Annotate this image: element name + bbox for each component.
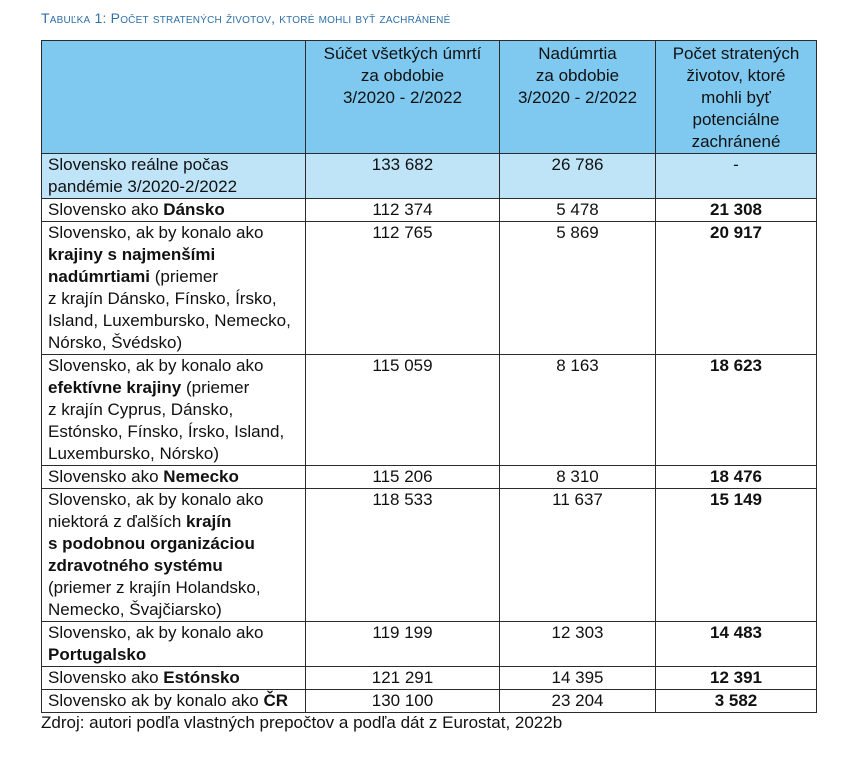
header-line: Súčet všetkých úmrtí (323, 44, 482, 63)
table-row (42, 355, 817, 466)
table-row (42, 622, 817, 667)
row-label-segment: Slovensko ako (48, 668, 164, 687)
header-cell-all-deaths (306, 41, 500, 154)
cell-excess: 8 310 (500, 466, 656, 489)
row-label-cell (42, 154, 306, 199)
header-cell-excess (500, 41, 656, 154)
header-line: Nadúmrtia (538, 44, 617, 63)
row-label-segment: niektorá z ďalších (48, 512, 187, 531)
cell-saved: 18 623 (656, 355, 817, 466)
header-line: Počet stratených (672, 44, 800, 63)
row-label-segment: Portugalsko (48, 645, 147, 664)
row-label-segment: krajiny s najmenšími (48, 245, 216, 264)
cell-all-deaths: 130 100 (306, 690, 500, 713)
cell-excess: 23 204 (500, 690, 656, 713)
row-label-cell (42, 355, 306, 466)
cell-saved: 18 476 (656, 466, 817, 489)
cell-excess: 8 163 (500, 355, 656, 466)
cell-saved: 15 149 (656, 489, 817, 622)
row-label-segment: Dánsko (163, 200, 225, 219)
header-line: za obdobie (360, 66, 445, 85)
cell-saved: - (656, 154, 817, 199)
cell-saved: 20 917 (656, 222, 817, 355)
row-label-segment: s podobnou organizáciou (48, 534, 255, 553)
header-line: mohli byť (701, 88, 771, 107)
table-row (42, 222, 817, 355)
row-label-segment: (priemer (181, 378, 250, 397)
cell-all-deaths: 118 533 (306, 489, 500, 622)
row-label-segment: pandémie 3/2020-2/2022 (48, 177, 238, 196)
row-label-cell (42, 199, 306, 222)
row-label-segment: Slovensko reálne počas (48, 155, 229, 174)
row-label-segment: Estónsko (163, 668, 240, 687)
row-label-segment: krajín (186, 512, 232, 531)
cell-excess: 5 478 (500, 199, 656, 222)
header-line: za obdobie (535, 66, 620, 85)
data-table (41, 40, 817, 713)
header-line: potenciálne (692, 110, 780, 129)
row-label-segment: Slovensko ak by konalo ako (48, 691, 264, 710)
row-label-segment: efektívne krajiny (48, 378, 182, 397)
cell-all-deaths: 121 291 (306, 667, 500, 690)
row-label-segment: Slovensko, ak by konalo ako (48, 223, 264, 242)
cell-all-deaths: 133 682 (306, 154, 500, 199)
row-label-segment: Slovensko, ak by konalo ako (48, 356, 264, 375)
row-label-segment: zdravotného systému (48, 556, 223, 575)
row-label-segment: Estónsko, Fínsko, Írsko, Island, (48, 422, 285, 441)
header-cell-label (42, 41, 306, 154)
row-label-segment: (priemer z krajín Holandsko, (48, 578, 261, 597)
header-line: 3/2020 - 2/2022 (342, 88, 463, 107)
table-row (42, 154, 817, 199)
table-row (42, 667, 817, 690)
cell-excess: 11 637 (500, 489, 656, 622)
row-label-segment: z krajín Dánsko, Fínsko, Írsko, (48, 289, 277, 308)
table-header (42, 41, 817, 154)
header-line: 3/2020 - 2/2022 (517, 88, 638, 107)
cell-all-deaths: 119 199 (306, 622, 500, 667)
row-label-cell (42, 466, 306, 489)
row-label-cell (42, 667, 306, 690)
table-row (42, 489, 817, 622)
row-label-cell (42, 222, 306, 355)
cell-all-deaths: 112 374 (306, 199, 500, 222)
cell-excess: 14 395 (500, 667, 656, 690)
row-label-segment: (priemer (150, 267, 219, 286)
row-label-segment: Slovensko, ak by konalo ako (48, 623, 264, 642)
row-label-cell (42, 489, 306, 622)
cell-excess: 12 303 (500, 622, 656, 667)
row-label-segment: Luxembursko, Nórsko) (48, 444, 220, 463)
header-row (42, 41, 817, 154)
table-caption: Tabuľka 1: Počet stratených životov, ktoré mohli byť zachránené (41, 10, 451, 26)
cell-all-deaths: 112 765 (306, 222, 500, 355)
cell-saved: 21 308 (656, 199, 817, 222)
row-label-segment: Slovensko ako (48, 200, 164, 219)
table-row (42, 466, 817, 489)
row-label-cell (42, 690, 306, 713)
cell-excess: 26 786 (500, 154, 656, 199)
cell-saved: 12 391 (656, 667, 817, 690)
row-label-segment: Slovensko ako (48, 467, 164, 486)
cell-saved: 3 582 (656, 690, 817, 713)
row-label-segment: Island, Luxembursko, Nemecko, (48, 311, 291, 330)
table-row (42, 199, 817, 222)
cell-all-deaths: 115 206 (306, 466, 500, 489)
header-cell-saved (656, 41, 817, 154)
cell-all-deaths: 115 059 (306, 355, 500, 466)
row-label-cell (42, 622, 306, 667)
row-label-segment: z krajín Cyprus, Dánsko, (48, 400, 234, 419)
cell-saved: 14 483 (656, 622, 817, 667)
table-body (42, 154, 817, 713)
table-row (42, 690, 817, 713)
header-line: životov, ktoré (686, 66, 786, 85)
row-label-segment: Nemecko (163, 467, 239, 486)
row-label-segment: nadúmrtiami (48, 267, 151, 286)
row-label-segment: Nemecko, Švajčiarsko) (48, 600, 222, 619)
row-label-segment: Nórsko, Švédsko) (48, 333, 183, 352)
header-line: zachránené (691, 132, 781, 151)
cell-excess: 5 869 (500, 222, 656, 355)
row-label-segment: ČR (263, 691, 289, 710)
source-note: Zdroj: autori podľa vlastných prepočtov a podľa dát z Eurostat, 2022b (41, 713, 563, 732)
row-label-segment: Slovensko, ak by konalo ako (48, 490, 264, 509)
